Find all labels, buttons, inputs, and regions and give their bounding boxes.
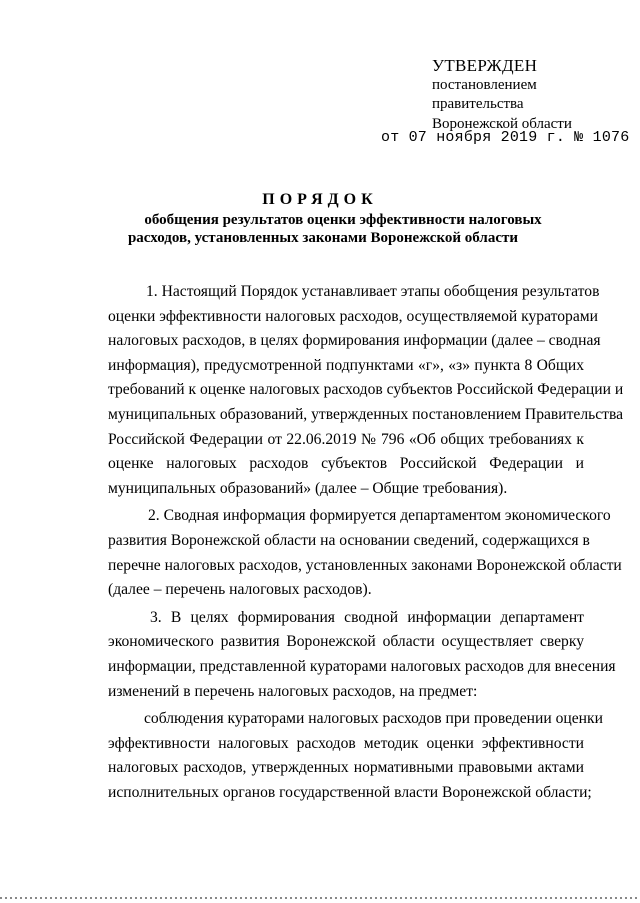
approval-line: правительства [432, 96, 524, 112]
subtitle-line: обобщения результатов оценки эффективности налоговых [144, 212, 542, 228]
text-line: исполнительных органов государственной власти Воронежской области; [108, 783, 592, 801]
scan-edge-divider [0, 897, 640, 899]
approval-title: УТВЕРЖДЕН [432, 56, 538, 75]
text-line: требований к оценке налоговых расходов субъектов Российской Федерации и [108, 381, 624, 399]
text-line: информация), предусмотренной подпунктами «г», «з» пункта 8 Общих [108, 356, 584, 374]
text-line: Российской Федерации от 22.06.2019 № 796 «Об общих требованиях к [108, 430, 584, 448]
document-subtitle [0, 211, 640, 247]
paragraph-1 [108, 280, 624, 501]
text-line: оценке налоговых расходов субъектов Российской Федерации и [108, 455, 584, 473]
paragraph-4 [108, 707, 603, 805]
approval-line: Воронежской области [432, 115, 572, 132]
text-line: муниципальных образований, утвержденных постановлением Правительства [108, 405, 624, 423]
subtitle-line: расходов, установленных законами Воронежской области [127, 230, 519, 246]
text-line: информации, представленной кураторами налоговых расходов для внесения [108, 657, 616, 675]
decree-reference: от 07 ноября 2019 г. № 1076 [381, 129, 630, 146]
text-line: (далее – перечень налоговых расходов). [108, 581, 372, 599]
approval-block [432, 56, 572, 134]
text-line: развития Воронежской области на основании сведений, содержащихся в [108, 531, 590, 549]
paragraph-3 [108, 606, 616, 704]
paragraph-2 [108, 504, 622, 602]
text-line: муниципальных образований» (далее – Общие требования). [108, 479, 508, 497]
text-line: перечне налоговых расходов, установленных законами Воронежской области [108, 556, 622, 574]
approval-line: постановлением [432, 76, 537, 93]
text-line: оценки эффективности налоговых расходов, осуществляемой кураторами [108, 307, 598, 325]
text-line: 1. Настоящий Порядок устанавливает этапы обобщения результатов [146, 283, 600, 300]
text-line: экономического развития Воронежской области осуществляет сверку [108, 633, 584, 651]
text-line: эффективности налоговых расходов методик оценки эффективности [108, 734, 584, 752]
document-heading [0, 190, 640, 247]
text-line: изменений в перечень налоговых расходов, на предмет: [108, 682, 478, 700]
text-line: налоговых расходов, в целях формирования информации (далее – сводная [108, 332, 601, 350]
text-line: налоговых расходов, утвержденных нормативными правовыми актами [108, 759, 584, 777]
text-line: 3. В целях формирования сводной информации департамент [150, 608, 584, 626]
document-title: ПОРЯДОК [262, 191, 378, 208]
text-line: 2. Сводная информация формируется департаментом экономического [148, 507, 611, 525]
document-body [108, 280, 624, 808]
text-line: соблюдения кураторами налоговых расходов при проведении оценки [144, 710, 603, 728]
